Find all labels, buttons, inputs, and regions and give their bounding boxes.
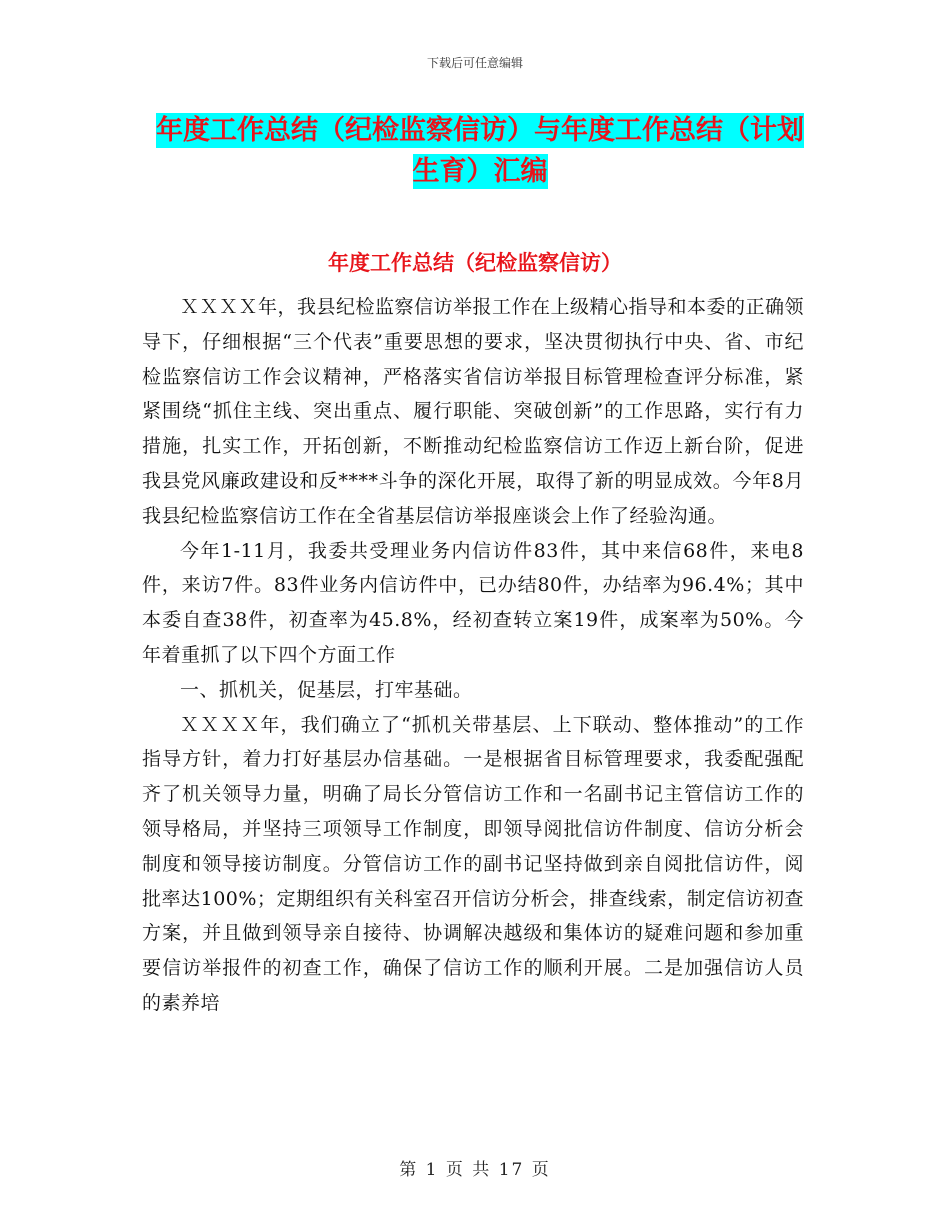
paragraph: 今年1-11月，我委共受理业务内信访件83件，其中来信68件，来电8件，来访7件。83件业务内信访件中，已办结80件，办结率为96.4%；其中本委自查38件，初查率为45.8%，经初查转立案19件，成案率为50%。今年着重抓了以下四个方面工作 xyxy=(142,539,804,666)
paragraph: ＸＸＸＸ年，我县纪检监察信访举报工作在上级精心指导和本委的正确领导下，仔细根据“三个代表”重要思想的要求，坚决贯彻执行中央、省、市纪检监察信访工作会议精神，严格落实省信访举报目标管理检查评分标准，紧紧围绕“抓住主线、突出重点、履行职能、突破创新”的工作思路，实行有力措施，扎实工作，开拓创新，不断推动纪检监察信访工作迈上新台阶，促进我县党风廉政建设和反****斗争的深化开展，取得了新的明显成效。今年8月我县纪检监察信访工作在全省基层信访举报座谈会上作了经验沟通。 xyxy=(142,296,805,527)
header-note: 下载后可任意编辑 xyxy=(426,56,523,70)
main-title-text: 年度工作总结（纪检监察信访）与年度工作总结（计划生育）汇编 xyxy=(156,115,804,187)
document-main-title xyxy=(150,110,810,192)
page-footer: 第 1 页 共 17 页 xyxy=(399,1160,551,1180)
paragraph-heading: 一、抓机关，促基层，打牢基础。 xyxy=(180,678,473,701)
paragraph: ＸＸＸＸ年，我们确立了“抓机关带基层、上下联动、整体推动”的工作指导方针，着力打好基层办信基础。一是根据省目标管理要求，我委配强配齐了机关领导力量，明确了局长分管信访工作和一名副书记主管信访工作的领导格局，并坚持三项领导工作制度，即领导阅批信访件制度、信访分析会制度和领导接访制度。分管信访工作的副书记坚持做到亲自阅批信访件，阅批率达100%；定期组织有关科室召开信访分析会，排查线索，制定信访初查方案，并且做到领导亲自接待、协调解决越级和集体访的疑难问题和参加重要信访举报件的初查工作，确保了信访工作的顺利开展。二是加强信访人员的素养培 xyxy=(142,713,804,1014)
section-title: 年度工作总结（纪检监察信访） xyxy=(328,251,622,275)
document-body xyxy=(142,290,804,1021)
